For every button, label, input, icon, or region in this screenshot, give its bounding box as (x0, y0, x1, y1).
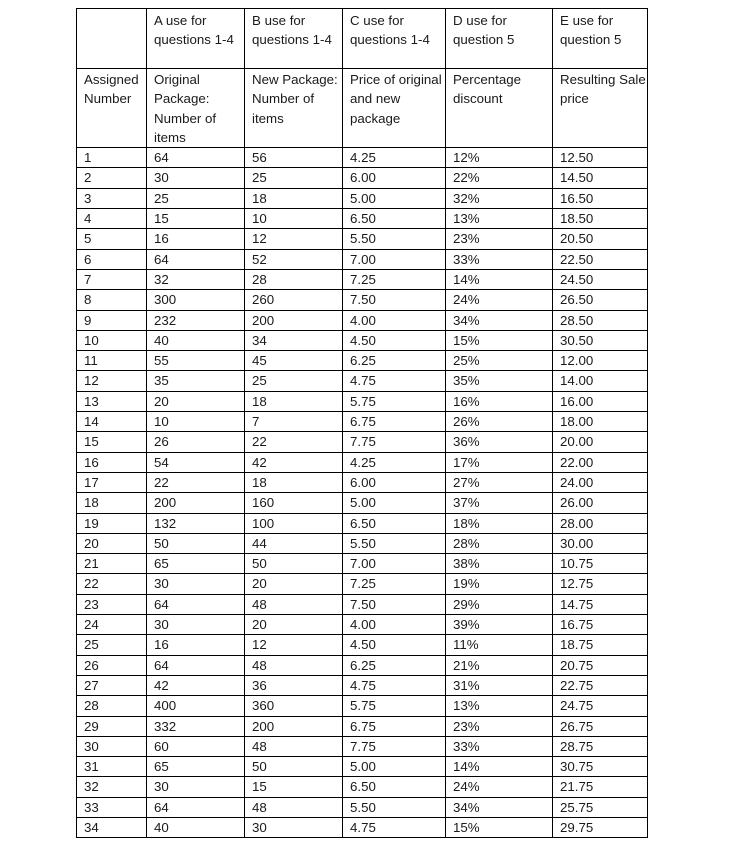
cell-sale-price: 28.75 (553, 736, 648, 756)
cell-price: 4.75 (343, 817, 446, 837)
cell-original-items: 32 (147, 269, 245, 289)
cell-assigned-number: 20 (77, 533, 147, 553)
cell-sale-price: 10.75 (553, 554, 648, 574)
cell-price: 7.50 (343, 290, 446, 310)
cell-original-items: 64 (147, 148, 245, 168)
cell-sale-price: 26.75 (553, 716, 648, 736)
cell-original-items: 16 (147, 229, 245, 249)
cell-new-items: 100 (245, 513, 343, 533)
cell-discount: 13% (446, 696, 553, 716)
table-row (77, 229, 648, 249)
cell-sale-price: 16.00 (553, 391, 648, 411)
cell-price: 5.00 (343, 757, 446, 777)
cell-price: 5.75 (343, 696, 446, 716)
cell-assigned-number: 14 (77, 412, 147, 432)
cell-original-items: 200 (147, 493, 245, 513)
cell-new-items: 48 (245, 797, 343, 817)
table-row (77, 168, 648, 188)
cell-sale-price: 16.75 (553, 615, 648, 635)
cell-assigned-number: 15 (77, 432, 147, 452)
table-row (77, 412, 648, 432)
cell-discount: 31% (446, 675, 553, 695)
cell-new-items: 50 (245, 554, 343, 574)
cell-assigned-number: 8 (77, 290, 147, 310)
cell-discount: 14% (446, 269, 553, 289)
cell-discount: 14% (446, 757, 553, 777)
table-row (77, 817, 648, 837)
cell-sale-price: 24.50 (553, 269, 648, 289)
table-row (77, 452, 648, 472)
cell-discount: 18% (446, 513, 553, 533)
header-cell-a-use: A use for questions 1-4 (147, 9, 245, 69)
cell-new-items: 12 (245, 229, 343, 249)
cell-price: 4.50 (343, 330, 446, 350)
cell-new-items: 25 (245, 168, 343, 188)
table-row (77, 655, 648, 675)
cell-new-items: 360 (245, 696, 343, 716)
table-row (77, 777, 648, 797)
cell-original-items: 20 (147, 391, 245, 411)
header-cell-c-use: C use for questions 1-4 (343, 9, 446, 69)
table-row (77, 635, 648, 655)
cell-price: 6.50 (343, 777, 446, 797)
table-row (77, 493, 648, 513)
cell-discount: 37% (446, 493, 553, 513)
cell-discount: 19% (446, 574, 553, 594)
cell-new-items: 45 (245, 351, 343, 371)
cell-sale-price: 26.50 (553, 290, 648, 310)
cell-assigned-number: 28 (77, 696, 147, 716)
cell-assigned-number: 24 (77, 615, 147, 635)
cell-original-items: 15 (147, 209, 245, 229)
cell-price: 6.25 (343, 351, 446, 371)
cell-original-items: 64 (147, 594, 245, 614)
cell-discount: 29% (446, 594, 553, 614)
cell-original-items: 64 (147, 655, 245, 675)
cell-original-items: 30 (147, 168, 245, 188)
cell-assigned-number: 21 (77, 554, 147, 574)
cell-price: 6.50 (343, 209, 446, 229)
cell-sale-price: 28.50 (553, 310, 648, 330)
cell-discount: 24% (446, 777, 553, 797)
cell-discount: 34% (446, 797, 553, 817)
cell-original-items: 50 (147, 533, 245, 553)
cell-price: 5.50 (343, 533, 446, 553)
cell-assigned-number: 33 (77, 797, 147, 817)
cell-discount: 12% (446, 148, 553, 168)
table-row (77, 310, 648, 330)
cell-sale-price: 20.50 (553, 229, 648, 249)
cell-original-items: 40 (147, 817, 245, 837)
cell-assigned-number: 3 (77, 188, 147, 208)
cell-discount: 36% (446, 432, 553, 452)
cell-discount: 33% (446, 249, 553, 269)
table-row (77, 269, 648, 289)
cell-price: 5.75 (343, 391, 446, 411)
cell-assigned-number: 27 (77, 675, 147, 695)
cell-assigned-number: 1 (77, 148, 147, 168)
cell-new-items: 20 (245, 615, 343, 635)
cell-price: 4.75 (343, 371, 446, 391)
table-row (77, 757, 648, 777)
header-new-package: New Package: Number of items (245, 69, 343, 148)
cell-sale-price: 24.00 (553, 472, 648, 492)
cell-new-items: 30 (245, 817, 343, 837)
cell-new-items: 52 (245, 249, 343, 269)
cell-price: 6.50 (343, 513, 446, 533)
cell-original-items: 40 (147, 330, 245, 350)
table-row (77, 391, 648, 411)
cell-new-items: 22 (245, 432, 343, 452)
cell-assigned-number: 7 (77, 269, 147, 289)
cell-sale-price: 30.50 (553, 330, 648, 350)
cell-assigned-number: 34 (77, 817, 147, 837)
cell-discount: 38% (446, 554, 553, 574)
cell-price: 6.00 (343, 472, 446, 492)
table-row (77, 574, 648, 594)
cell-discount: 32% (446, 188, 553, 208)
cell-sale-price: 24.75 (553, 696, 648, 716)
cell-new-items: 48 (245, 594, 343, 614)
cell-assigned-number: 25 (77, 635, 147, 655)
cell-assigned-number: 13 (77, 391, 147, 411)
cell-price: 4.25 (343, 452, 446, 472)
cell-new-items: 20 (245, 574, 343, 594)
cell-price: 5.00 (343, 493, 446, 513)
cell-sale-price: 20.00 (553, 432, 648, 452)
cell-original-items: 22 (147, 472, 245, 492)
cell-new-items: 28 (245, 269, 343, 289)
cell-original-items: 300 (147, 290, 245, 310)
cell-original-items: 35 (147, 371, 245, 391)
table-row (77, 249, 648, 269)
cell-new-items: 15 (245, 777, 343, 797)
header-original-package: Original Package: Number of items (147, 69, 245, 148)
cell-price: 7.25 (343, 269, 446, 289)
cell-new-items: 200 (245, 310, 343, 330)
cell-new-items: 160 (245, 493, 343, 513)
header-cell-d-use: D use for question 5 (446, 9, 553, 69)
cell-assigned-number: 19 (77, 513, 147, 533)
cell-price: 5.50 (343, 229, 446, 249)
cell-sale-price: 14.50 (553, 168, 648, 188)
cell-assigned-number: 23 (77, 594, 147, 614)
table-row (77, 290, 648, 310)
cell-sale-price: 29.75 (553, 817, 648, 837)
column-group-header-row (77, 9, 648, 69)
cell-original-items: 65 (147, 554, 245, 574)
cell-discount: 25% (446, 351, 553, 371)
cell-price: 7.25 (343, 574, 446, 594)
table-row (77, 513, 648, 533)
cell-price: 5.50 (343, 797, 446, 817)
cell-new-items: 7 (245, 412, 343, 432)
cell-original-items: 25 (147, 188, 245, 208)
table-row (77, 148, 648, 168)
cell-original-items: 30 (147, 615, 245, 635)
cell-assigned-number: 11 (77, 351, 147, 371)
cell-original-items: 232 (147, 310, 245, 330)
cell-new-items: 50 (245, 757, 343, 777)
cell-discount: 23% (446, 716, 553, 736)
cell-sale-price: 18.00 (553, 412, 648, 432)
cell-price: 5.00 (343, 188, 446, 208)
assignment-data-table (76, 8, 648, 838)
cell-assigned-number: 9 (77, 310, 147, 330)
cell-sale-price: 14.75 (553, 594, 648, 614)
cell-discount: 39% (446, 615, 553, 635)
cell-sale-price: 16.50 (553, 188, 648, 208)
cell-new-items: 56 (245, 148, 343, 168)
cell-assigned-number: 31 (77, 757, 147, 777)
cell-new-items: 18 (245, 188, 343, 208)
table-row (77, 351, 648, 371)
cell-sale-price: 30.00 (553, 533, 648, 553)
cell-new-items: 36 (245, 675, 343, 695)
cell-original-items: 30 (147, 777, 245, 797)
table-row (77, 188, 648, 208)
cell-new-items: 10 (245, 209, 343, 229)
cell-assigned-number: 18 (77, 493, 147, 513)
cell-sale-price: 30.75 (553, 757, 648, 777)
cell-sale-price: 22.75 (553, 675, 648, 695)
cell-original-items: 54 (147, 452, 245, 472)
cell-assigned-number: 2 (77, 168, 147, 188)
cell-original-items: 64 (147, 249, 245, 269)
table-row (77, 675, 648, 695)
cell-price: 7.00 (343, 249, 446, 269)
cell-assigned-number: 26 (77, 655, 147, 675)
cell-sale-price: 20.75 (553, 655, 648, 675)
cell-assigned-number: 30 (77, 736, 147, 756)
cell-original-items: 10 (147, 412, 245, 432)
header-price: Price of original and new package (343, 69, 446, 148)
cell-sale-price: 12.00 (553, 351, 648, 371)
header-cell-b-use: B use for questions 1-4 (245, 9, 343, 69)
cell-sale-price: 12.50 (553, 148, 648, 168)
cell-original-items: 60 (147, 736, 245, 756)
cell-price: 4.00 (343, 310, 446, 330)
cell-price: 7.75 (343, 432, 446, 452)
cell-sale-price: 22.50 (553, 249, 648, 269)
cell-price: 4.00 (343, 615, 446, 635)
cell-original-items: 16 (147, 635, 245, 655)
cell-new-items: 260 (245, 290, 343, 310)
cell-original-items: 64 (147, 797, 245, 817)
cell-price: 6.75 (343, 412, 446, 432)
cell-assigned-number: 22 (77, 574, 147, 594)
header-percentage-discount: Percentage discount (446, 69, 553, 148)
cell-discount: 22% (446, 168, 553, 188)
cell-price: 4.75 (343, 675, 446, 695)
cell-new-items: 42 (245, 452, 343, 472)
cell-sale-price: 22.00 (553, 452, 648, 472)
cell-discount: 15% (446, 817, 553, 837)
cell-price: 6.00 (343, 168, 446, 188)
table-row (77, 736, 648, 756)
cell-sale-price: 21.75 (553, 777, 648, 797)
table-row (77, 594, 648, 614)
cell-discount: 15% (446, 330, 553, 350)
cell-price: 4.50 (343, 635, 446, 655)
header-resulting-sale-price: Resulting Sale price (553, 69, 648, 148)
cell-original-items: 26 (147, 432, 245, 452)
table-row (77, 432, 648, 452)
cell-discount: 24% (446, 290, 553, 310)
cell-assigned-number: 17 (77, 472, 147, 492)
cell-original-items: 42 (147, 675, 245, 695)
cell-assigned-number: 5 (77, 229, 147, 249)
cell-new-items: 34 (245, 330, 343, 350)
cell-original-items: 65 (147, 757, 245, 777)
cell-discount: 21% (446, 655, 553, 675)
cell-sale-price: 18.50 (553, 209, 648, 229)
cell-price: 6.75 (343, 716, 446, 736)
cell-original-items: 332 (147, 716, 245, 736)
cell-sale-price: 12.75 (553, 574, 648, 594)
cell-assigned-number: 32 (77, 777, 147, 797)
cell-discount: 33% (446, 736, 553, 756)
cell-new-items: 18 (245, 391, 343, 411)
cell-new-items: 18 (245, 472, 343, 492)
table-row (77, 716, 648, 736)
cell-discount: 34% (446, 310, 553, 330)
cell-discount: 11% (446, 635, 553, 655)
cell-discount: 16% (446, 391, 553, 411)
cell-price: 4.25 (343, 148, 446, 168)
header-cell-e-use: E use for question 5 (553, 9, 648, 69)
cell-price: 6.25 (343, 655, 446, 675)
cell-assigned-number: 12 (77, 371, 147, 391)
cell-assigned-number: 29 (77, 716, 147, 736)
cell-sale-price: 18.75 (553, 635, 648, 655)
cell-discount: 27% (446, 472, 553, 492)
cell-price: 7.75 (343, 736, 446, 756)
cell-price: 7.00 (343, 554, 446, 574)
cell-new-items: 44 (245, 533, 343, 553)
cell-original-items: 400 (147, 696, 245, 716)
cell-new-items: 200 (245, 716, 343, 736)
table-row (77, 797, 648, 817)
cell-new-items: 48 (245, 655, 343, 675)
table-row (77, 554, 648, 574)
table-row (77, 209, 648, 229)
cell-sale-price: 25.75 (553, 797, 648, 817)
cell-new-items: 25 (245, 371, 343, 391)
cell-discount: 28% (446, 533, 553, 553)
table-row (77, 615, 648, 635)
cell-discount: 23% (446, 229, 553, 249)
cell-original-items: 132 (147, 513, 245, 533)
cell-discount: 35% (446, 371, 553, 391)
cell-sale-price: 28.00 (553, 513, 648, 533)
cell-sale-price: 14.00 (553, 371, 648, 391)
cell-new-items: 48 (245, 736, 343, 756)
cell-original-items: 55 (147, 351, 245, 371)
header-cell-empty (77, 9, 147, 69)
cell-discount: 26% (446, 412, 553, 432)
table-row (77, 533, 648, 553)
cell-new-items: 12 (245, 635, 343, 655)
cell-discount: 17% (446, 452, 553, 472)
cell-assigned-number: 6 (77, 249, 147, 269)
cell-assigned-number: 10 (77, 330, 147, 350)
table-row (77, 371, 648, 391)
header-assigned-number: Assigned Number (77, 69, 147, 148)
table-row (77, 330, 648, 350)
cell-assigned-number: 4 (77, 209, 147, 229)
table-row (77, 472, 648, 492)
cell-original-items: 30 (147, 574, 245, 594)
table-row (77, 696, 648, 716)
cell-sale-price: 26.00 (553, 493, 648, 513)
cell-price: 7.50 (343, 594, 446, 614)
cell-assigned-number: 16 (77, 452, 147, 472)
column-header-row (77, 69, 648, 148)
cell-discount: 13% (446, 209, 553, 229)
